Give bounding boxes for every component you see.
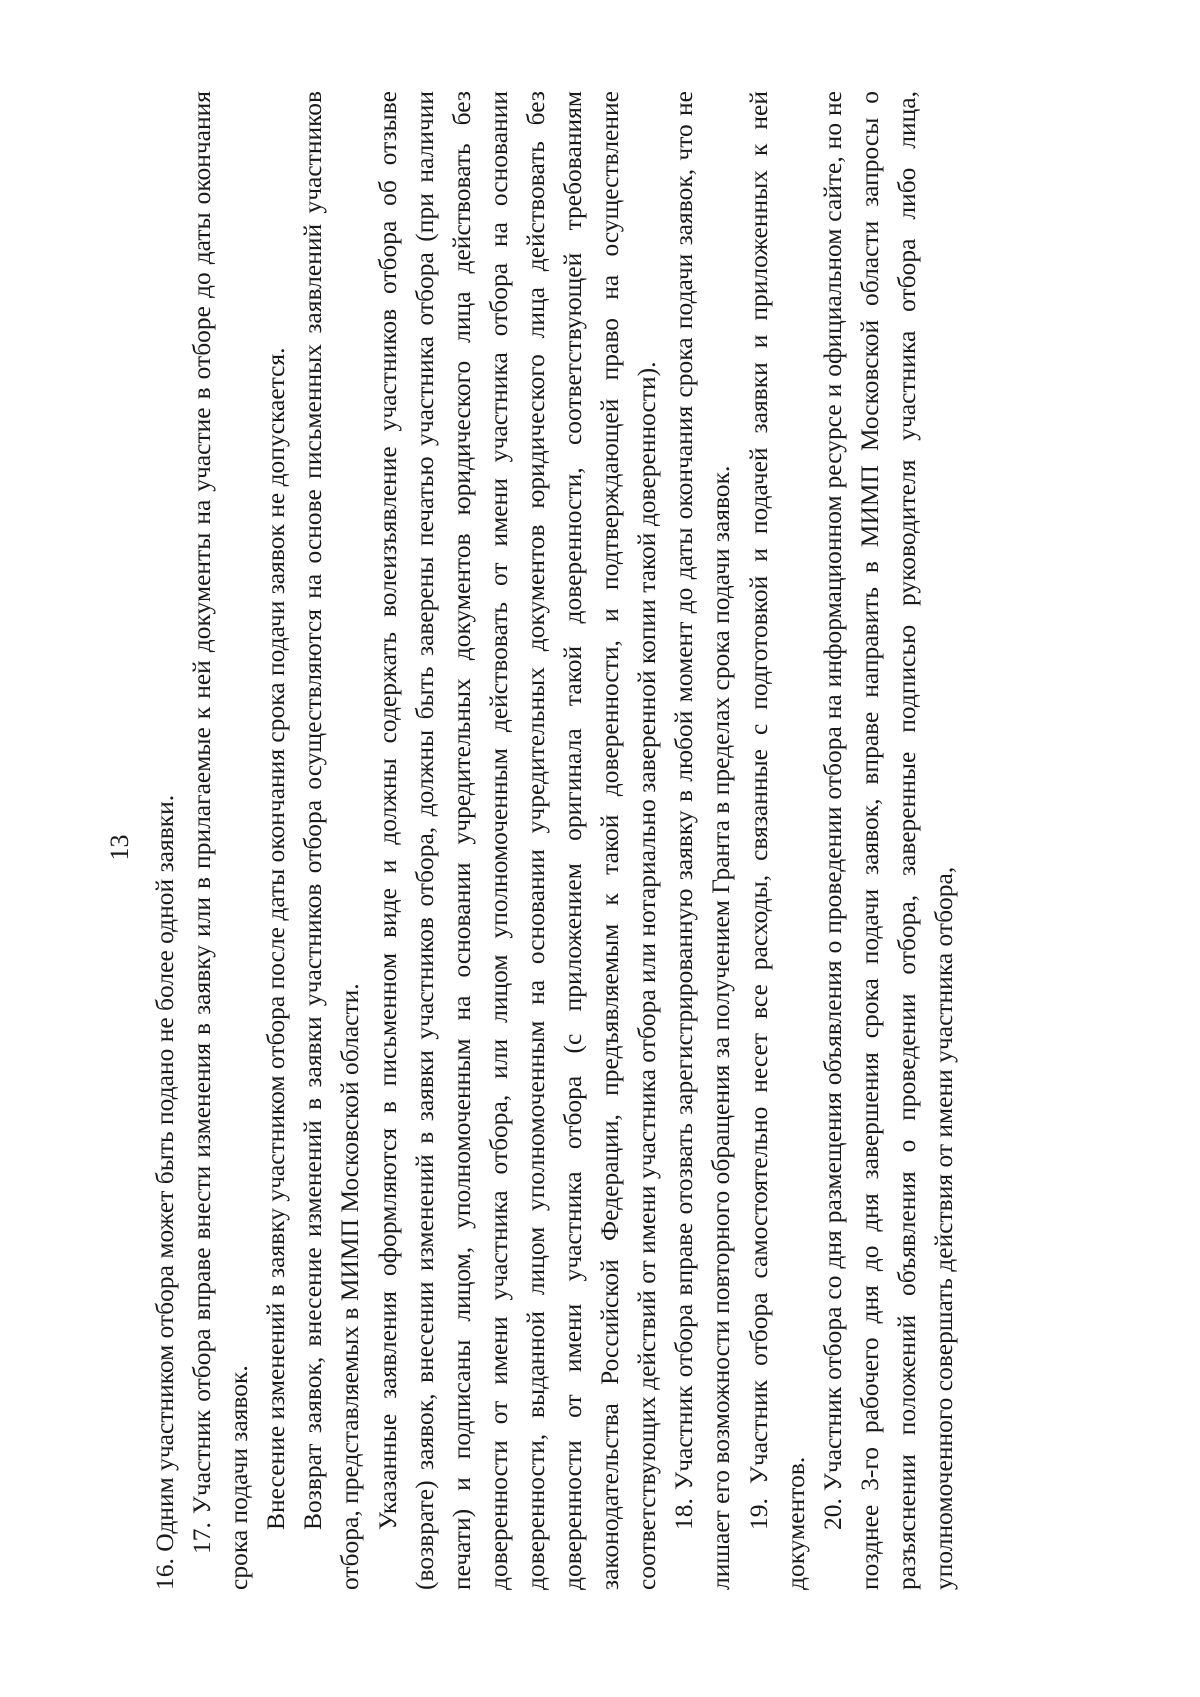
paragraph-20: 20. Участник отбора со дня размещения объявления о проведении отбора на информационном ресурсе и официальном сайте, но не позднее 3-го рабочего дня до дня завершения срока подачи заявок, вправе направить в МИМП Московской области запросы о разъяснении положений объявления о проведении отбора, заверенные подписью руководителя участника отбора либо лица, уполномоченного совершать действия от имени участника отбора,	[817, 91, 958, 1590]
paragraph-18: 18. Участник отбора вправе отозвать зарегистрированную заявку в любой момент до даты окончания срока подачи заявок, что не лишает его возможности повторного обращения за получением Гранта в пределах срока подачи заявок.	[669, 91, 736, 1590]
paragraph-return-of-applications: Возврат заявок, внесение изменений в заявки участников отбора осуществляются на основе письменных заявлений участников отбора, представляемых в МИМП Московской области.	[298, 91, 365, 1590]
paragraph-changes-after-deadline: Внесение изменений в заявку участником отбора после даты окончания срока подачи заявок не допускается.	[261, 347, 291, 1530]
paragraph-17: 17. Участник отбора вправе внести изменения в заявку или в прилагаемые к ней документы на участие в отборе до даты окончания срока подачи заявок.	[187, 91, 254, 1590]
text-block	[146, 55, 962, 1640]
page-number: 13	[105, 834, 134, 861]
paragraph-statements-form: Указанные заявления оформляются в письменном виде и должны содержать волеизъявление участников отбора об отзыве (возврате) заявок, внесении изменений в заявки участников отбора, должны быть заверены печатью участника отбора (при наличии печати) и подписаны лицом, уполномоченным на основании учредительных документов юридического лица действовать без доверенности от имени участника отбора, или лицом уполномоченным действовать от имени участника отбора на основании доверенности, выданной лицом уполномоченным на основании учредительных документов юридического лица действовать без доверенности от имени участника отбора (с приложением оригинала такой доверенности, соответствующей требованиям законодательства Российской Федерации, предъявляемым к такой доверенности, и подтверждающей право на осуществление соответствующих действий от имени участника отбора или нотариально заверенной копии такой доверенности).	[372, 91, 662, 1590]
paragraph-16: 16. Одним участником отбора может быть подано не более одной заявки.	[150, 794, 179, 1590]
rotated-content	[100, 55, 1100, 1640]
paragraph-19: 19. Участник отбора самостоятельно несет все расходы, связанные с подготовкой и подачей заявки и приложенных к ней документов.	[743, 91, 810, 1590]
